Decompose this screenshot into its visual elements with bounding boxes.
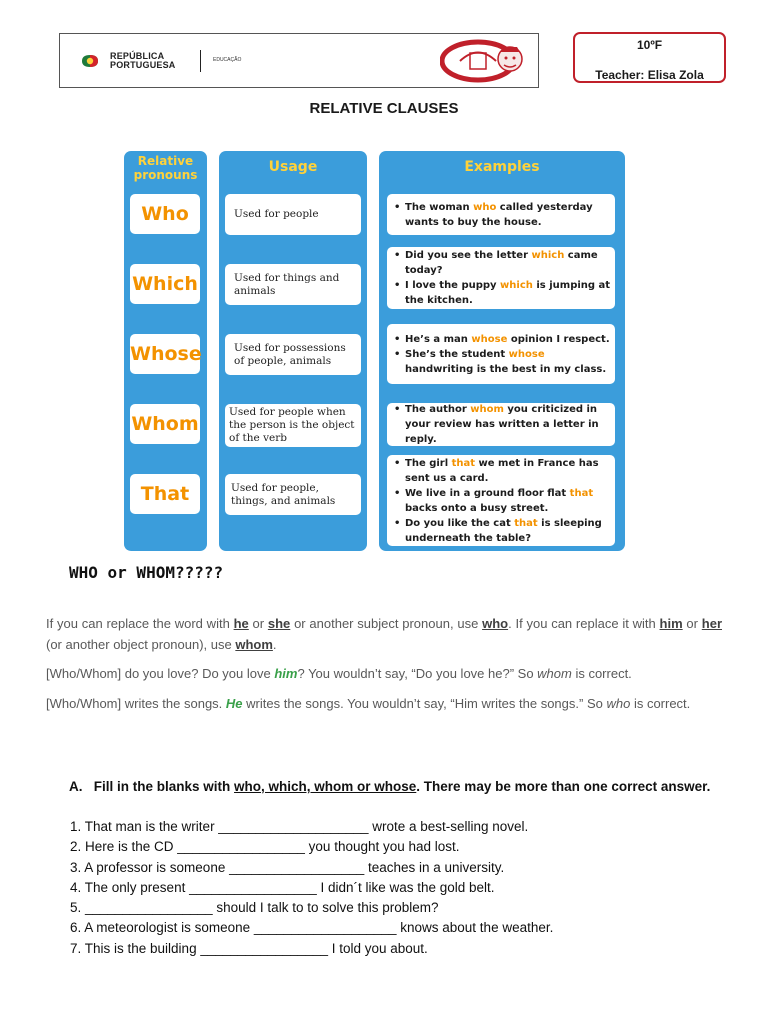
- example-text: The girl: [405, 457, 452, 469]
- instruction-text-b: . There may be more than one correct answer.: [416, 779, 711, 794]
- p1-text-c: or another subject pronoun, use: [290, 616, 483, 631]
- instruction-text-a: Fill in the blanks with: [93, 779, 235, 794]
- highlighted-pronoun: whom: [470, 404, 504, 415]
- p1-whom: whom: [235, 637, 273, 652]
- p1-he: he: [233, 616, 249, 631]
- p1-who: who: [482, 616, 509, 631]
- teacher-label: Teacher: Elisa Zola: [595, 68, 704, 82]
- examples-whom: [387, 403, 615, 446]
- usage-which-text: Used for things and animals: [234, 271, 340, 297]
- example-sentence: [394, 248, 611, 278]
- p1-text-d: . If you can replace it with: [508, 616, 660, 631]
- example-sentence: [394, 278, 611, 308]
- republic-line1: REPÚBLICA: [110, 51, 165, 61]
- usage-that-text: Used for people, things, and animals: [231, 481, 336, 507]
- example-paragraph-1: [46, 663, 722, 684]
- class-label: 10ºF: [636, 38, 663, 52]
- school-logo-icon: [440, 39, 530, 83]
- pronoun-who: Who: [130, 194, 200, 234]
- p1-text-a: If you can replace the word with: [46, 616, 234, 631]
- examples-column-header: Examples: [464, 159, 540, 175]
- ministry-label: EDUCAÇÃO: [213, 57, 242, 63]
- usage-who-text: Used for people: [234, 208, 319, 220]
- example-text: opinion I respect.: [507, 333, 610, 345]
- exercise-item[interactable]: 3. A professor is someone __________________ teaches in a university.: [70, 859, 505, 875]
- p1-him: him: [659, 616, 683, 631]
- example-text: you criticized in your review has written a letter in reply.: [405, 404, 599, 445]
- example-text: He’s a man: [405, 333, 472, 345]
- pronoun-whose: Whose: [130, 334, 200, 374]
- usage-column-header: Usage: [268, 159, 318, 175]
- example-text: called yesterday wants to buy the house.: [405, 201, 593, 228]
- p3-who: who: [606, 696, 631, 711]
- example-text: Do you like the cat: [405, 517, 515, 529]
- usage-whom-text: Used for people when the person is the object of the verb: [229, 406, 355, 444]
- portugal-flag-icon: [80, 53, 100, 69]
- pronoun-whom: Whom: [130, 404, 200, 444]
- p1-her: her: [701, 616, 723, 631]
- usage-who: [225, 194, 361, 235]
- usage-whose-text: Used for possessions of people, animals: [234, 341, 346, 367]
- example-sentence: [394, 332, 611, 347]
- usage-column: [219, 151, 367, 551]
- header-divider: [200, 50, 201, 72]
- example-text: Did you see the letter: [405, 250, 532, 261]
- exercise-item[interactable]: 7. This is the building _________________ I told you about.: [70, 940, 428, 956]
- example-sentence: [394, 456, 611, 486]
- usage-which: [225, 264, 361, 305]
- p3-text-c: is correct.: [630, 696, 691, 711]
- exercise-instruction: [69, 779, 710, 794]
- example-text: We live in a ground floor flat: [405, 487, 570, 499]
- pronoun-which: Which: [130, 264, 200, 304]
- exercise-list: [70, 817, 553, 959]
- example-sentence: [394, 200, 611, 230]
- exercise-item[interactable]: 5. _________________ should I talk to to solve this problem?: [70, 900, 439, 916]
- example-sentence: [394, 486, 611, 516]
- highlighted-pronoun: that: [569, 487, 594, 499]
- p3-text-b: writes the songs. You wouldn’t say, “Him writes the songs.” So: [242, 696, 607, 711]
- examples-column: [379, 151, 625, 551]
- highlighted-pronoun: that: [451, 457, 476, 469]
- header-logos-box: [59, 33, 539, 88]
- exercise-item[interactable]: 6. A meteorologist is someone ___________________ knows about the weather.: [70, 920, 554, 936]
- rule-paragraph: [46, 613, 722, 655]
- usage-that: [225, 474, 361, 515]
- highlighted-pronoun: whose: [471, 333, 508, 345]
- example-text: is sleeping underneath the table?: [405, 517, 602, 544]
- p3-text-a: [Who/Whom] writes the songs.: [46, 696, 226, 711]
- highlighted-pronoun: whose: [508, 348, 545, 360]
- pronouns-column-header: [124, 154, 207, 182]
- p1-text-g: .: [272, 637, 277, 652]
- exercise-label: A.: [69, 779, 83, 794]
- exercise-item[interactable]: 1. That man is the writer ____________________ wrote a best-selling novel.: [70, 819, 529, 834]
- p2-text-c: is correct.: [571, 666, 632, 681]
- class-teacher-box: [573, 32, 726, 83]
- highlighted-pronoun: who: [473, 201, 497, 213]
- examples-who: [387, 194, 615, 235]
- example-text: She’s the student: [405, 348, 509, 360]
- example-sentence: [394, 516, 611, 546]
- highlighted-pronoun: that: [514, 517, 538, 529]
- example-text: The woman: [405, 201, 474, 213]
- examples-whose: [387, 324, 615, 384]
- example-text: is jumping at the kitchen.: [405, 280, 611, 306]
- example-sentence: [394, 402, 611, 447]
- example-text: The author: [405, 404, 471, 415]
- p1-text-f: (or another object pronoun), use: [46, 637, 236, 652]
- example-paragraph-2: [46, 693, 722, 714]
- page-title: RELATIVE CLAUSES: [309, 100, 459, 117]
- example-text: we met in France has sent us a card.: [405, 457, 599, 484]
- example-text: backs onto a busy street.: [405, 502, 549, 514]
- example-sentence: [394, 347, 611, 377]
- p2-him: him: [274, 666, 298, 681]
- example-text: came today?: [405, 250, 598, 276]
- republic-name: [110, 52, 176, 70]
- examples-which: [387, 247, 615, 309]
- section-heading: WHO or WHOM?????: [69, 563, 224, 582]
- p3-he: He: [225, 696, 243, 711]
- pronouns-header-line2: pronouns: [133, 168, 198, 182]
- pronouns-column: [124, 151, 207, 551]
- examples-that: [387, 455, 615, 546]
- p1-text-b: or: [248, 616, 268, 631]
- p2-text-b: ? You wouldn’t say, “Do you love he?” So: [297, 666, 538, 681]
- usage-whose: [225, 334, 361, 375]
- example-text: I love the puppy: [405, 280, 501, 291]
- p1-text-e: or: [682, 616, 702, 631]
- exercise-item[interactable]: 4. The only present _________________ I didn´t like was the gold belt.: [70, 879, 495, 895]
- example-text: handwriting is the best in my class.: [405, 363, 607, 375]
- p2-whom: whom: [537, 666, 572, 681]
- highlighted-pronoun: which: [531, 250, 565, 261]
- usage-whom: [225, 404, 361, 447]
- instruction-words: who, which, whom or whose: [234, 779, 417, 794]
- exercise-item[interactable]: 2. Here is the CD _________________ you thought you had lost.: [70, 839, 460, 855]
- pronoun-that: That: [130, 474, 200, 514]
- republic-line2: PORTUGUESA: [110, 60, 176, 70]
- highlighted-pronoun: which: [500, 280, 533, 291]
- p1-she: she: [267, 616, 291, 631]
- p2-text-a: [Who/Whom] do you love? Do you love: [46, 666, 275, 681]
- pronouns-header-line1: Relative: [137, 154, 194, 168]
